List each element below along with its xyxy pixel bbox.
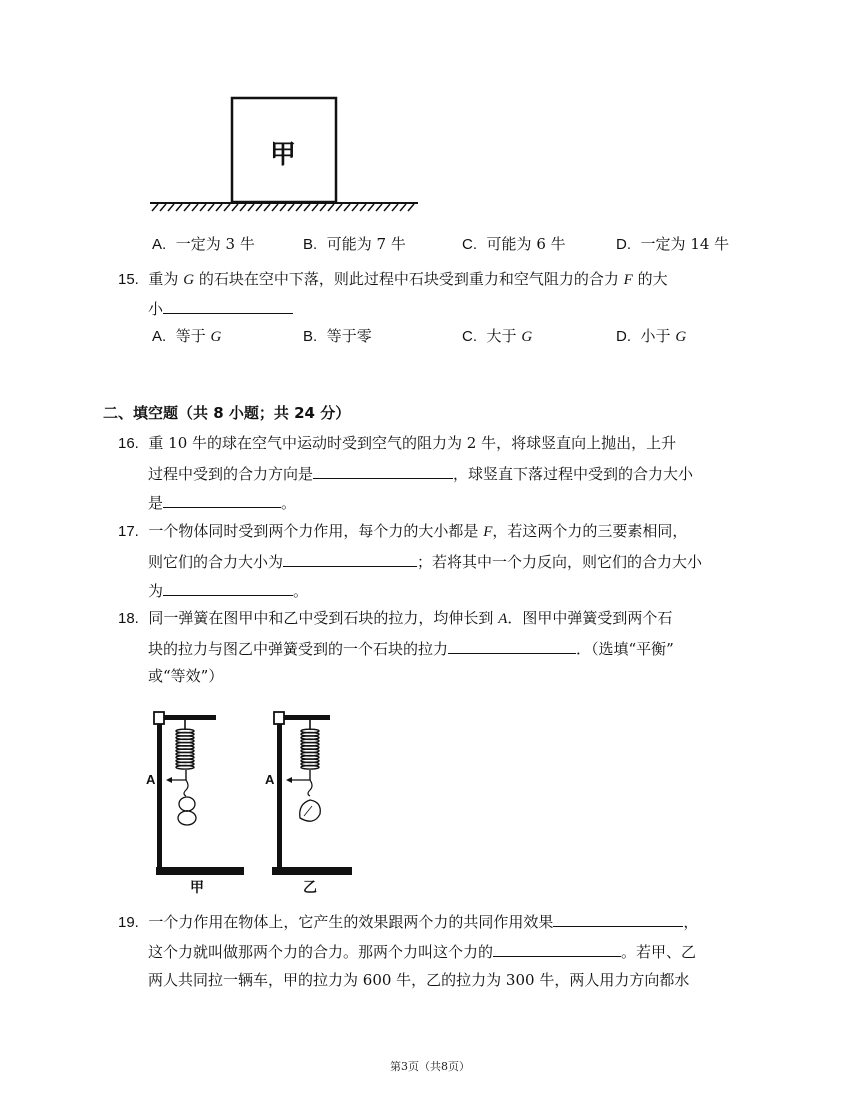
answer-blank[interactable] — [493, 941, 621, 957]
q14-option-b: B. 可能为 7 牛 — [303, 235, 406, 253]
stand-right — [272, 712, 352, 875]
q15-option-d: D. 小于 G — [616, 327, 687, 345]
q16-line-1: 16. 重 10 牛的球在空气中运动时受到空气的阻力为 2 牛，将球竖直向上抛出，上升 — [118, 434, 677, 452]
q15-option-c: C. 大于 G — [462, 327, 533, 345]
ground-hatching — [152, 204, 414, 211]
q19-line-2: 这个力就叫做那两个力的合力。那两个力叫这个力的 。若甲、乙 — [148, 943, 697, 961]
q15-line-1: 15. 重为 G 的石块在空中下落，则此过程中石块受到重力和空气阻力的合力 F 的大 — [118, 270, 668, 288]
q15-line-2: 小 — [148, 298, 293, 319]
question-number: 17. — [118, 523, 139, 540]
rock-lower — [178, 811, 196, 825]
answer-blank[interactable] — [163, 298, 293, 314]
page-footer: 第3页（共8页） — [390, 1060, 470, 1073]
q19-line-1: 19. 一个力作用在物体上，它产生的效果跟两个力的共同作用效果 ， — [118, 913, 699, 931]
marker-a-left: A — [146, 772, 156, 787]
marker-a-right: A — [265, 772, 275, 787]
q16-line-2: 过程中受到的合力方向是 ，球竖直下落过程中受到的合力大小 — [148, 465, 694, 483]
q19-line-3: 两人共同拉一辆车，甲的拉力为 600 牛，乙的拉力为 300 牛，两人用力方向都水 — [148, 971, 690, 989]
q14-option-a: A. 一定为 3 牛 — [152, 235, 255, 253]
question-number: 16. — [118, 435, 139, 452]
question-number: 19. — [118, 914, 139, 931]
spring-left — [176, 729, 194, 769]
caption-left: 甲 — [190, 880, 204, 896]
q18-line-2: 块的拉力与图乙中弹簧受到的一个石块的拉力 ．（选填“平衡” — [148, 640, 674, 658]
answer-blank[interactable] — [313, 463, 453, 479]
block-label: 甲 — [270, 140, 297, 170]
q18-line-3: 或“等效”） — [148, 667, 224, 685]
q14-option-d: D. 一定为 14 牛 — [616, 235, 730, 253]
q18-line-1: 18. 同一弹簧在图甲中和乙中受到石块的拉力，均伸长到 A．图甲中弹簧受到两个石 — [118, 609, 673, 627]
stand-left — [154, 712, 244, 875]
q17-line-1: 17. 一个物体同时受到两个力作用，每个力的大小都是 F，若这两个力的三要素相同， — [118, 522, 688, 540]
spring-figures — [140, 700, 360, 895]
spring-right — [301, 729, 319, 769]
q15-option-b: B. 等于零 — [303, 327, 372, 345]
rock-upper — [179, 797, 195, 811]
question-number: 18. — [118, 610, 139, 627]
answer-blank[interactable] — [283, 551, 417, 567]
answer-blank[interactable] — [163, 492, 281, 508]
q16-line-3: 是 。 — [148, 494, 297, 512]
q15-option-a: A. 等于 G — [152, 327, 222, 345]
q17-line-2: 则它们的合力大小为 ；若将其中一个力反向，则它们的合力大小 — [148, 553, 703, 571]
section-heading: 二、填空题（共 8 小题；共 24 分） — [103, 404, 351, 422]
q17-line-3: 为 。 — [148, 582, 309, 600]
q14-option-c: C. 可能为 6 牛 — [462, 235, 566, 253]
question-number: 15. — [118, 271, 139, 288]
rock-single — [300, 800, 321, 821]
answer-blank[interactable] — [163, 580, 293, 596]
caption-right: 乙 — [303, 880, 317, 896]
answer-blank[interactable] — [553, 911, 683, 927]
answer-blank[interactable] — [448, 638, 576, 654]
